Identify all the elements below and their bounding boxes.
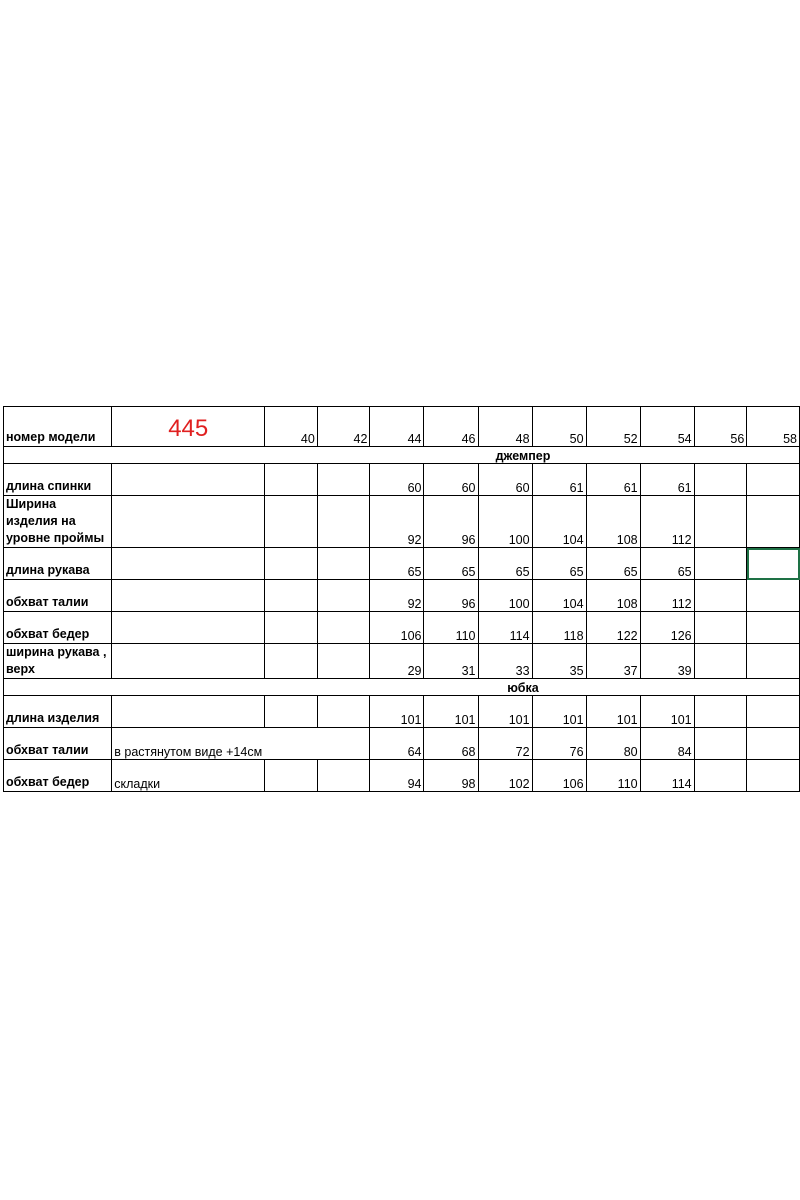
- table-row: [4, 612, 800, 644]
- value-cell[interactable]: 65: [370, 548, 424, 580]
- value-cell[interactable]: 104: [532, 496, 586, 548]
- value-cell[interactable]: 72: [478, 728, 532, 760]
- value-cell[interactable]: 65: [424, 548, 478, 580]
- value-cell[interactable]: [265, 464, 318, 496]
- value-cell[interactable]: [265, 612, 318, 644]
- value-cell[interactable]: 106: [370, 612, 424, 644]
- size-header-cell[interactable]: 56: [694, 407, 747, 447]
- value-cell[interactable]: [694, 696, 747, 728]
- value-cell[interactable]: 101: [586, 696, 640, 728]
- table-row: [4, 760, 800, 792]
- value-cell[interactable]: 100: [478, 496, 532, 548]
- value-cell[interactable]: [317, 612, 370, 644]
- measurement-label[interactable]: длина рукава: [4, 548, 112, 580]
- value-cell[interactable]: 114: [478, 612, 532, 644]
- value-cell[interactable]: 33: [478, 644, 532, 679]
- size-header-cell[interactable]: 52: [586, 407, 640, 447]
- value-cell[interactable]: [747, 464, 800, 496]
- value-cell[interactable]: 102: [478, 760, 532, 792]
- value-cell[interactable]: 39: [640, 644, 694, 679]
- value-cell[interactable]: 60: [424, 464, 478, 496]
- value-cell[interactable]: [317, 496, 370, 548]
- value-cell[interactable]: 108: [586, 496, 640, 548]
- note-cell[interactable]: [112, 644, 265, 679]
- size-header-cell[interactable]: 54: [640, 407, 694, 447]
- value-cell[interactable]: 96: [424, 580, 478, 612]
- value-cell[interactable]: [265, 760, 318, 792]
- note-cell[interactable]: [112, 496, 265, 548]
- value-cell[interactable]: [694, 728, 747, 760]
- value-cell[interactable]: [694, 644, 747, 679]
- value-cell[interactable]: 118: [532, 612, 586, 644]
- measurement-label[interactable]: обхват бедер: [4, 612, 112, 644]
- value-cell[interactable]: [265, 728, 318, 760]
- table-row: [4, 496, 800, 548]
- size-header-cell[interactable]: 46: [424, 407, 478, 447]
- note-cell[interactable]: [112, 580, 265, 612]
- value-cell[interactable]: 92: [370, 580, 424, 612]
- value-cell[interactable]: [265, 580, 318, 612]
- value-cell[interactable]: 35: [532, 644, 586, 679]
- measurement-label[interactable]: длина спинки: [4, 464, 112, 496]
- measurement-label[interactable]: ширина рукава , верх: [4, 644, 112, 679]
- table-row: [4, 464, 800, 496]
- value-cell[interactable]: 80: [586, 728, 640, 760]
- table-row: [4, 728, 800, 760]
- value-cell[interactable]: 76: [532, 728, 586, 760]
- value-cell[interactable]: 60: [478, 464, 532, 496]
- note-cell[interactable]: [112, 696, 265, 728]
- value-cell[interactable]: [747, 696, 800, 728]
- size-header-cell[interactable]: 58: [747, 407, 800, 447]
- value-cell[interactable]: 98: [424, 760, 478, 792]
- section-title[interactable]: юбка: [4, 679, 800, 696]
- value-cell[interactable]: [265, 696, 318, 728]
- value-cell[interactable]: 65: [586, 548, 640, 580]
- measurement-label[interactable]: обхват бедер: [4, 760, 112, 792]
- value-cell[interactable]: 65: [478, 548, 532, 580]
- note-cell[interactable]: в растянутом виде +14см: [112, 728, 265, 760]
- value-cell[interactable]: [694, 612, 747, 644]
- value-cell[interactable]: [747, 612, 800, 644]
- note-cell[interactable]: [112, 464, 265, 496]
- section-header-row: [4, 447, 800, 464]
- measurement-label[interactable]: длина изделия: [4, 696, 112, 728]
- table-row: [4, 644, 800, 679]
- value-cell[interactable]: 94: [370, 760, 424, 792]
- size-header-cell[interactable]: 42: [317, 407, 370, 447]
- note-cell[interactable]: [112, 548, 265, 580]
- value-cell[interactable]: 37: [586, 644, 640, 679]
- value-cell[interactable]: 64: [370, 728, 424, 760]
- value-cell[interactable]: [317, 644, 370, 679]
- value-cell[interactable]: [747, 728, 800, 760]
- value-cell[interactable]: 92: [370, 496, 424, 548]
- selected-cell[interactable]: [747, 548, 800, 580]
- value-cell[interactable]: 101: [370, 696, 424, 728]
- value-cell[interactable]: [317, 580, 370, 612]
- size-header-cell[interactable]: 48: [478, 407, 532, 447]
- value-cell[interactable]: 112: [640, 580, 694, 612]
- value-cell[interactable]: [747, 580, 800, 612]
- value-cell[interactable]: 101: [424, 696, 478, 728]
- value-cell[interactable]: [694, 760, 747, 792]
- table-row: [4, 696, 800, 728]
- value-cell[interactable]: [317, 548, 370, 580]
- value-cell[interactable]: 101: [478, 696, 532, 728]
- note-cell[interactable]: складки: [112, 760, 265, 792]
- value-cell[interactable]: 122: [586, 612, 640, 644]
- value-cell[interactable]: 65: [532, 548, 586, 580]
- value-cell[interactable]: 106: [532, 760, 586, 792]
- value-cell[interactable]: [317, 696, 370, 728]
- value-cell[interactable]: [747, 496, 800, 548]
- size-chart-table: [3, 406, 800, 792]
- value-cell[interactable]: [694, 464, 747, 496]
- value-cell[interactable]: 84: [640, 728, 694, 760]
- value-cell[interactable]: 101: [532, 696, 586, 728]
- measurement-label[interactable]: Ширина изделия на уровне проймы: [4, 496, 112, 548]
- table-row: [4, 548, 800, 580]
- measurement-label[interactable]: обхват талии: [4, 580, 112, 612]
- value-cell[interactable]: 60: [370, 464, 424, 496]
- value-cell[interactable]: 108: [586, 580, 640, 612]
- value-cell[interactable]: [747, 760, 800, 792]
- value-cell[interactable]: [265, 548, 318, 580]
- value-cell[interactable]: 126: [640, 612, 694, 644]
- value-cell[interactable]: 114: [640, 760, 694, 792]
- model-number-value[interactable]: 445: [112, 407, 265, 447]
- value-cell[interactable]: [265, 644, 318, 679]
- value-cell[interactable]: [317, 728, 370, 760]
- value-cell[interactable]: 96: [424, 496, 478, 548]
- value-cell[interactable]: 101: [640, 696, 694, 728]
- value-cell[interactable]: 68: [424, 728, 478, 760]
- size-header-cell[interactable]: 50: [532, 407, 586, 447]
- value-cell[interactable]: [317, 760, 370, 792]
- value-cell[interactable]: 100: [478, 580, 532, 612]
- section-title[interactable]: джемпер: [4, 447, 800, 464]
- value-cell[interactable]: [747, 644, 800, 679]
- value-cell[interactable]: [694, 496, 747, 548]
- note-cell[interactable]: [112, 612, 265, 644]
- value-cell[interactable]: 110: [424, 612, 478, 644]
- value-cell[interactable]: 112: [640, 496, 694, 548]
- value-cell[interactable]: 61: [586, 464, 640, 496]
- table-row: [4, 580, 800, 612]
- value-cell[interactable]: 31: [424, 644, 478, 679]
- value-cell[interactable]: [317, 464, 370, 496]
- value-cell[interactable]: [265, 496, 318, 548]
- value-cell[interactable]: 61: [532, 464, 586, 496]
- value-cell[interactable]: [694, 548, 747, 580]
- value-cell[interactable]: 110: [586, 760, 640, 792]
- size-header-cell[interactable]: 44: [370, 407, 424, 447]
- size-header-cell[interactable]: 40: [265, 407, 318, 447]
- value-cell[interactable]: 104: [532, 580, 586, 612]
- model-number-label[interactable]: номер модели: [4, 407, 112, 447]
- value-cell[interactable]: 61: [640, 464, 694, 496]
- header-row: [4, 407, 800, 447]
- value-cell[interactable]: 65: [640, 548, 694, 580]
- measurement-label[interactable]: обхват талии: [4, 728, 112, 760]
- value-cell[interactable]: [694, 580, 747, 612]
- section-header-row: [4, 679, 800, 696]
- value-cell[interactable]: 29: [370, 644, 424, 679]
